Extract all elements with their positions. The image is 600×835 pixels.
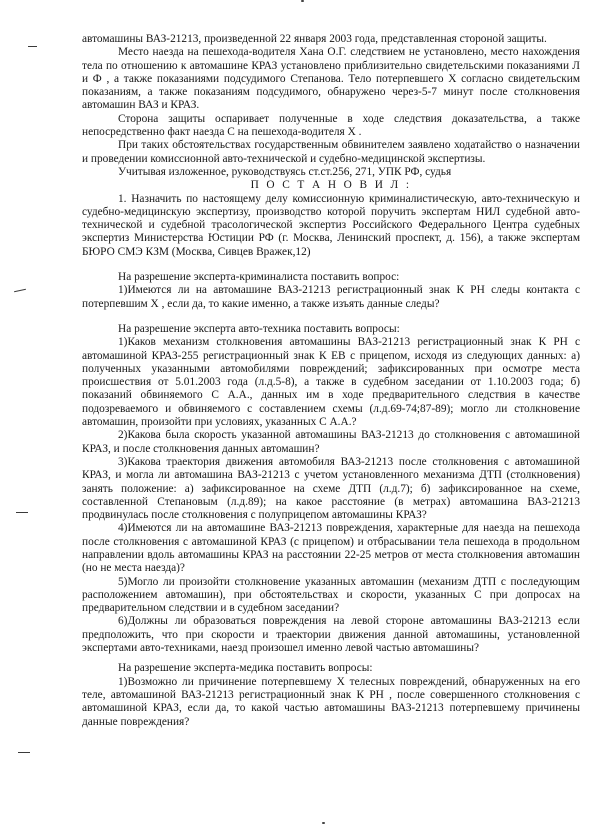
scan-mark <box>14 289 26 292</box>
auto-question-2: 2)Какова была скорость указанной автомашины ВАЗ-21213 до столкновения с автомашиной КРАЗ, и после столкновения данных автомашин? <box>82 429 580 455</box>
document-body <box>82 33 580 729</box>
paragraph-order-1: 1. Назначить по настоящему делу комиссионную криминалистическую, авто-техническую и судебно-медицинскую экспертизу, производство которой поручить экспертам НИЛ судебной авто-технической и судебной трасологической экспертиз Российского Федерального Центра судебных экспертиз Министерства Юстиции РФ (г. Москва, Ленинский проспект, д. 156), а также экспертам БЮРО СМЭ КЗМ (Москва, Сивцев Вражек,12) <box>82 192 580 258</box>
scan-mark <box>18 752 30 753</box>
section-forensic-heading: На разрешение эксперта-криминалиста поставить вопрос: <box>118 271 400 284</box>
scan-mark <box>28 46 37 47</box>
scan-mark <box>16 512 28 513</box>
paragraph-vaz-intro: автомашины ВАЗ-21213, произведенной 22 января 2003 года, представленная стороной защиты. <box>82 33 547 45</box>
paragraph-motion: При таких обстоятельствах государственным обвинителем заявлено ходатайство о назначении и проведении комиссионной авто-технической и судебно-медицинской экспертизы. <box>82 139 580 165</box>
ruling-heading: П О С Т А Н О В И Л : <box>250 179 412 192</box>
paragraph-basis: Учитывая изложенное, руководствуясь ст.ст.256, 271, УПК РФ, судья <box>118 165 452 178</box>
section-medical-heading: На разрешение эксперта-медика поставить вопросы: <box>118 662 373 675</box>
paragraph-collision-place: Место наезда на пешехода-водителя Хана О.Г. следствием не установлено, место нахождения тела по отношению к автомашине КРАЗ установлено приблизительно свидетельскими показаниями Л и Ф , а также показаниями подсудимого Степанова. Тело потерпевшего Х согласно свидетельским показаниям, а также показаниям подсудимого, обнаружено через-5-7 минут после столкновения автомашин ВАЗ и КРАЗ. <box>82 46 580 112</box>
forensic-question-1: 1)Имеются ли на автомашине ВАЗ-21213 регистрационный знак К РН следы контакта с потерпевшим Х , если да, то какие именно, а также изъять данные следы? <box>82 284 580 310</box>
scan-speck <box>322 822 325 824</box>
auto-question-6: 6)Должны ли образоваться повреждения на левой стороне автомашины ВАЗ-21213 если предположить, что при скорости и траектории движения данной автомашины, установленной экспертами авто-техниками, наезд произошел именно левой частью автомашины? <box>82 615 580 655</box>
auto-question-1: 1)Каков механизм столкновения автомашины ВАЗ-21213 регистрационный знак К РН с автомашиной КРАЗ-255 регистрационный знак К ЕВ с прицепом, исходя из следующих данных: а) полученных указанными автомобилями повреждений; зафиксированных при осмотре места происшествия от 5.01.2003 года (л.д.5-8), а также в судебном заседании от 1.10.2003 года; б) показаний обвиняемого С А.А., данных им в ходе предварительного следствия в качестве подозреваемого и обвиняемого с составлением схемы (л.д.69-74;87-89); могло ли столкновение автомашин, произойти при условиях, указанных С А.А.? <box>82 336 580 429</box>
medical-question-1: 1)Возможно ли причинение потерпевшему Х телесных повреждений, обнаруженных на его теле, автомашиной ВАЗ-21213 регистрационный знак К РН , после совершенного столкновения с автомашиной КРАЗ, если да, то какой частью автомашины ВАЗ-21213 потерпевшему причинены данные повреждения? <box>82 675 580 728</box>
paragraph-defense: Сторона защиты оспаривает полученные в ходе следствия доказательства, а также непосредственно факт наезда С на пешехода-водителя Х . <box>82 112 580 139</box>
scan-speck <box>301 0 304 2</box>
auto-question-4: 4)Имеются ли на автомашине ВАЗ-21213 повреждения, характерные для наезда на пешехода после столкновения с автомашиной КРАЗ (с прицепом) и отбрасывании тела пешехода в продольном направлении вдоль автомашины КРАЗ на расстоянии 22-25 метров от места столкновения автомашин (но не места наезда)? <box>82 522 580 575</box>
section-auto-heading: На разрешение эксперта авто-техника поставить вопросы: <box>118 322 400 335</box>
auto-question-5: 5)Могло ли произойти столкновение указанных автомашин (механизм ДТП с последующим расположением автомашин), при обстоятельствах и скорости, указанных С при допросах на предварительном следствии и в судебном заседании? <box>82 575 580 615</box>
auto-question-3: 3)Какова траектория движения автомобиля ВАЗ-21213 после столкновения с автомашиной КРАЗ, и могла ли автомашина ВАЗ-21213 с учетом установленного механизма ДТП (столкновения) занять положение: а) зафиксированное на схеме ДТП (л.д.7); б) зафиксированное на схеме, составленной Степановым (л.д.89); на какое расстояние (в метрах) автомашина ВАЗ-21213 продвинулась после столкновения с полуприцепом автомашины КРАЗ? <box>82 455 580 522</box>
